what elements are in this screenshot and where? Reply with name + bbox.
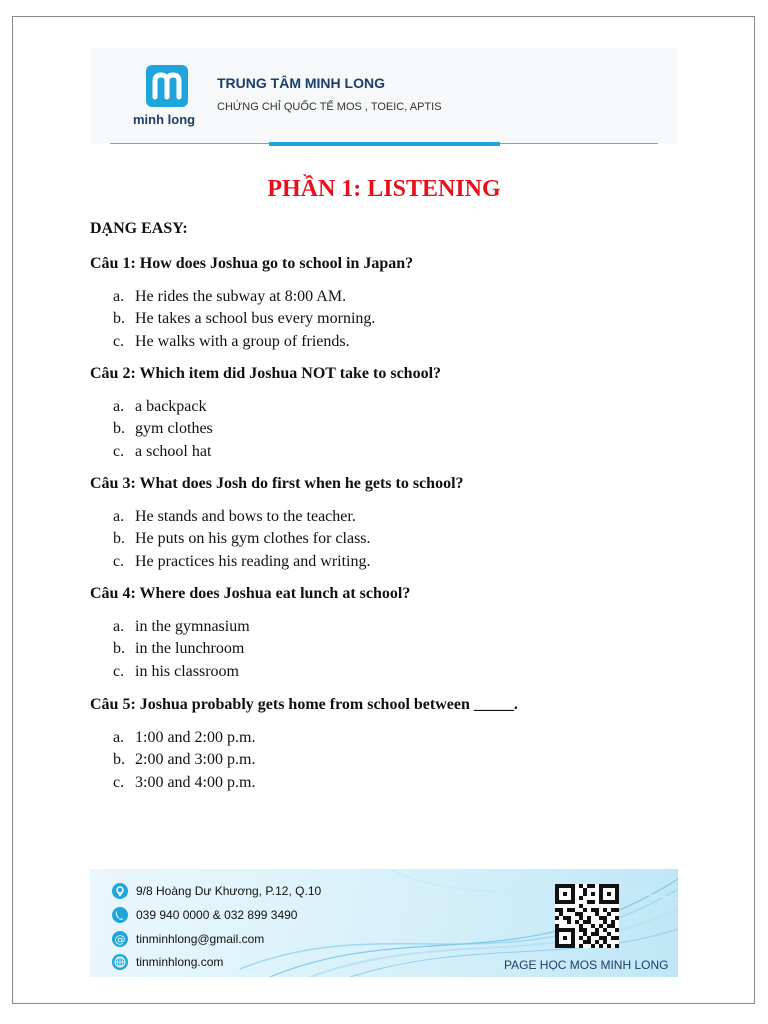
- globe-icon: [112, 954, 128, 970]
- question-4: [90, 584, 690, 683]
- phone-icon: [112, 907, 128, 923]
- answer-option: b. He takes a school bus every morning.: [113, 310, 376, 328]
- at-sign-icon: [112, 931, 128, 947]
- address-line: 9/8 Hoàng Dư Khương, P.12, Q.10: [112, 882, 321, 900]
- qr-caption: PAGE HỌC MOS MINH LONG: [504, 958, 669, 972]
- question-title: Câu 4: Where does Joshua eat lunch at school?: [90, 585, 411, 602]
- question-3: [90, 474, 690, 573]
- answer-option: b. in the lunchroom: [113, 640, 245, 658]
- brand-name: TRUNG TÂM MINH LONG: [217, 75, 385, 91]
- question-title: Câu 1: How does Joshua go to school in Japan?: [90, 255, 414, 272]
- brand-subtitle: CHỨNG CHỈ QUỐC TẾ MOS , TOEIC, APTIS: [217, 101, 442, 113]
- answer-option: c. He practices his reading and writing.: [113, 552, 371, 570]
- answer-option: a. He rides the subway at 8:00 AM.: [113, 288, 347, 305]
- answer-option: a. 1:00 and 2:00 p.m.: [113, 729, 256, 746]
- question-title: Câu 5: Joshua probably gets home from school between _____.: [90, 696, 518, 713]
- answer-option: a. in the gymnasium: [113, 618, 250, 635]
- question-title: Câu 3: What does Josh do first when he gets to school?: [90, 475, 464, 492]
- website-line[interactable]: tinminhlong.com: [112, 953, 223, 971]
- answer-option: c. He walks with a group of friends.: [113, 332, 350, 350]
- question-title: Câu 2: Which item did Joshua NOT take to school?: [90, 365, 442, 382]
- location-pin-icon: [112, 883, 128, 899]
- answer-option: c. 3:00 and 4:00 p.m.: [113, 773, 256, 791]
- question-1: [90, 254, 690, 353]
- minh-long-logo-icon: [146, 65, 188, 107]
- answer-option: a. a backpack: [113, 398, 207, 415]
- answer-option: b. 2:00 and 3:00 p.m.: [113, 751, 256, 769]
- question-2: [90, 364, 690, 463]
- header-accent-bar: [269, 142, 500, 146]
- svg-text:@: @: [114, 933, 126, 946]
- answer-option: b. gym clothes: [113, 420, 213, 438]
- answer-option: c. in his classroom: [113, 662, 239, 680]
- email-line[interactable]: @ tinminhlong@gmail.com: [112, 930, 264, 948]
- answer-option: c. a school hat: [113, 442, 212, 460]
- section-label: DẠNG EASY:: [90, 220, 188, 237]
- qr-code-icon[interactable]: [555, 884, 619, 948]
- question-5: [90, 695, 690, 794]
- answer-option: b. He puts on his gym clothes for class.: [113, 530, 371, 548]
- page-title: PHẦN 1: LISTENING: [267, 176, 501, 202]
- logo-wordmark: minh long: [133, 112, 196, 127]
- phone-line: 039 940 0000 & 032 899 3490: [112, 906, 297, 924]
- answer-option: a. He stands and bows to the teacher.: [113, 508, 356, 525]
